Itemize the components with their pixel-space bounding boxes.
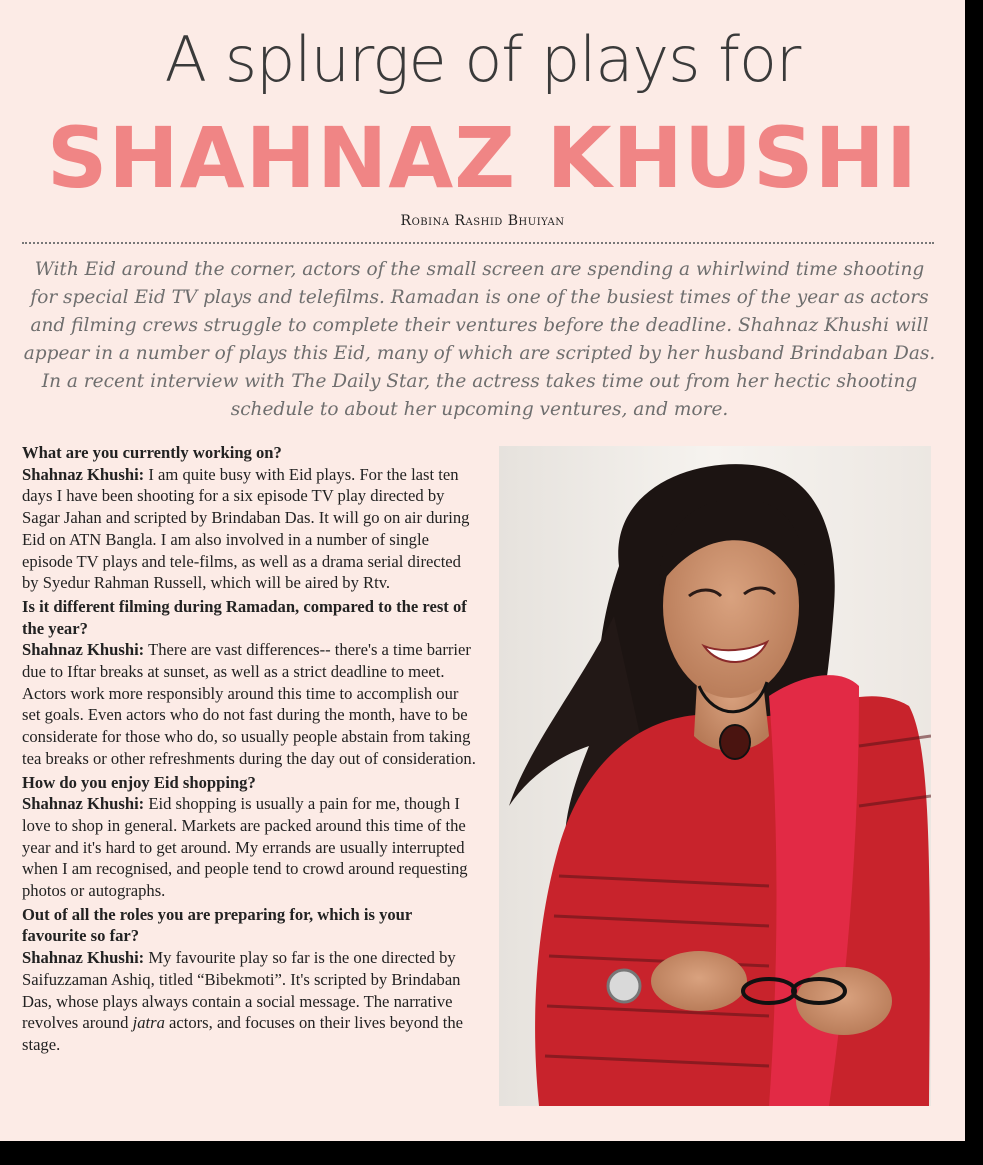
answer-2-text: There are vast differences-- there's a time barrier due to Iftar breaks at sunset, as well as a strict deadline to meet. Actors work more responsibly around this time to accomplish our set goals. Even actors who do not fast during the month, have to be considerate for those who do, so usually people abstain from taking tea breaks or other refreshments during the day out of consideration.: [22, 640, 476, 768]
question-4: Out of all the roles you are preparing for, which is your favourite so far?: [22, 904, 412, 946]
headline-line2: SHAHNAZ KHUSHI: [46, 109, 919, 207]
speaker-label: Shahnaz Khushi:: [22, 640, 145, 660]
intro-paragraph: With Eid around the corner, actors of the small screen are spending a whirlwind time shooting for special Eid TV plays and telefilms. Ramadan is one of the busiest times of the year as actors and filming crews struggle to complete their ventures before the deadline. Shahnaz Khushi will appear in a number of plays this Eid, many of which are scripted by her husband Brindaban Das. In a recent interview with The Daily Star, the actress takes time out from her hectic shooting schedule to about her upcoming ventures, and more.: [23, 259, 936, 420]
interview-body: [22, 442, 477, 1058]
speaker-label: Shahnaz Khushi:: [22, 948, 145, 968]
question-3: How do you enjoy Eid shopping?: [22, 772, 256, 792]
headline-line1: A splurge of plays for: [164, 23, 801, 96]
answer-3: [22, 793, 477, 902]
answer-4-text-a: My favourite play so far is the one directed by Saifuzzaman Ashiq, titled “Bibekmoti”. It's scripted by Brindaban Das, whose plays always contain a social message. The narrative revolves around: [22, 948, 461, 1033]
answer-4-text-b: actors, and focuses on their lives beyond the stage.: [22, 1013, 464, 1054]
answer-1: [22, 464, 477, 594]
answer-2: [22, 639, 477, 769]
byline: [0, 213, 965, 229]
answer-4-italic: jatra: [132, 1013, 165, 1033]
byline-text: Robina Rashid Bhuiyan: [400, 213, 565, 229]
question-1: What are you currently working on?: [22, 443, 282, 462]
divider: [22, 242, 934, 244]
answer-3-text: Eid shopping is usually a pain for me, though I love to shop in general. Markets are packed around this time of the year and it's hard to get around. My errands are usually interrupted when I am recognised, and people tend to crowd around requesting photos or autographs.: [22, 794, 468, 901]
speaker-label: Shahnaz Khushi:: [22, 464, 145, 484]
portrait-photo: [499, 446, 931, 1106]
answer-4: [22, 947, 477, 1056]
portrait-illustration: [499, 446, 931, 1106]
answer-1-text: I am quite busy with Eid plays. For the last ten days I have been shooting for a six episode TV play directed by Sagar Jahan and scripted by Brindaban Das. It will go on air during Eid on ATN Bangla. I am also involved in a number of single episode TV plays and tele-films, as well as a drama serial directed by Syedur Rahman Russell, which will be aired by Rtv.: [22, 464, 470, 593]
question-2: Is it different filming during Ramadan, compared to the rest of the year?: [22, 596, 467, 638]
speaker-label: Shahnaz Khushi:: [22, 794, 145, 814]
